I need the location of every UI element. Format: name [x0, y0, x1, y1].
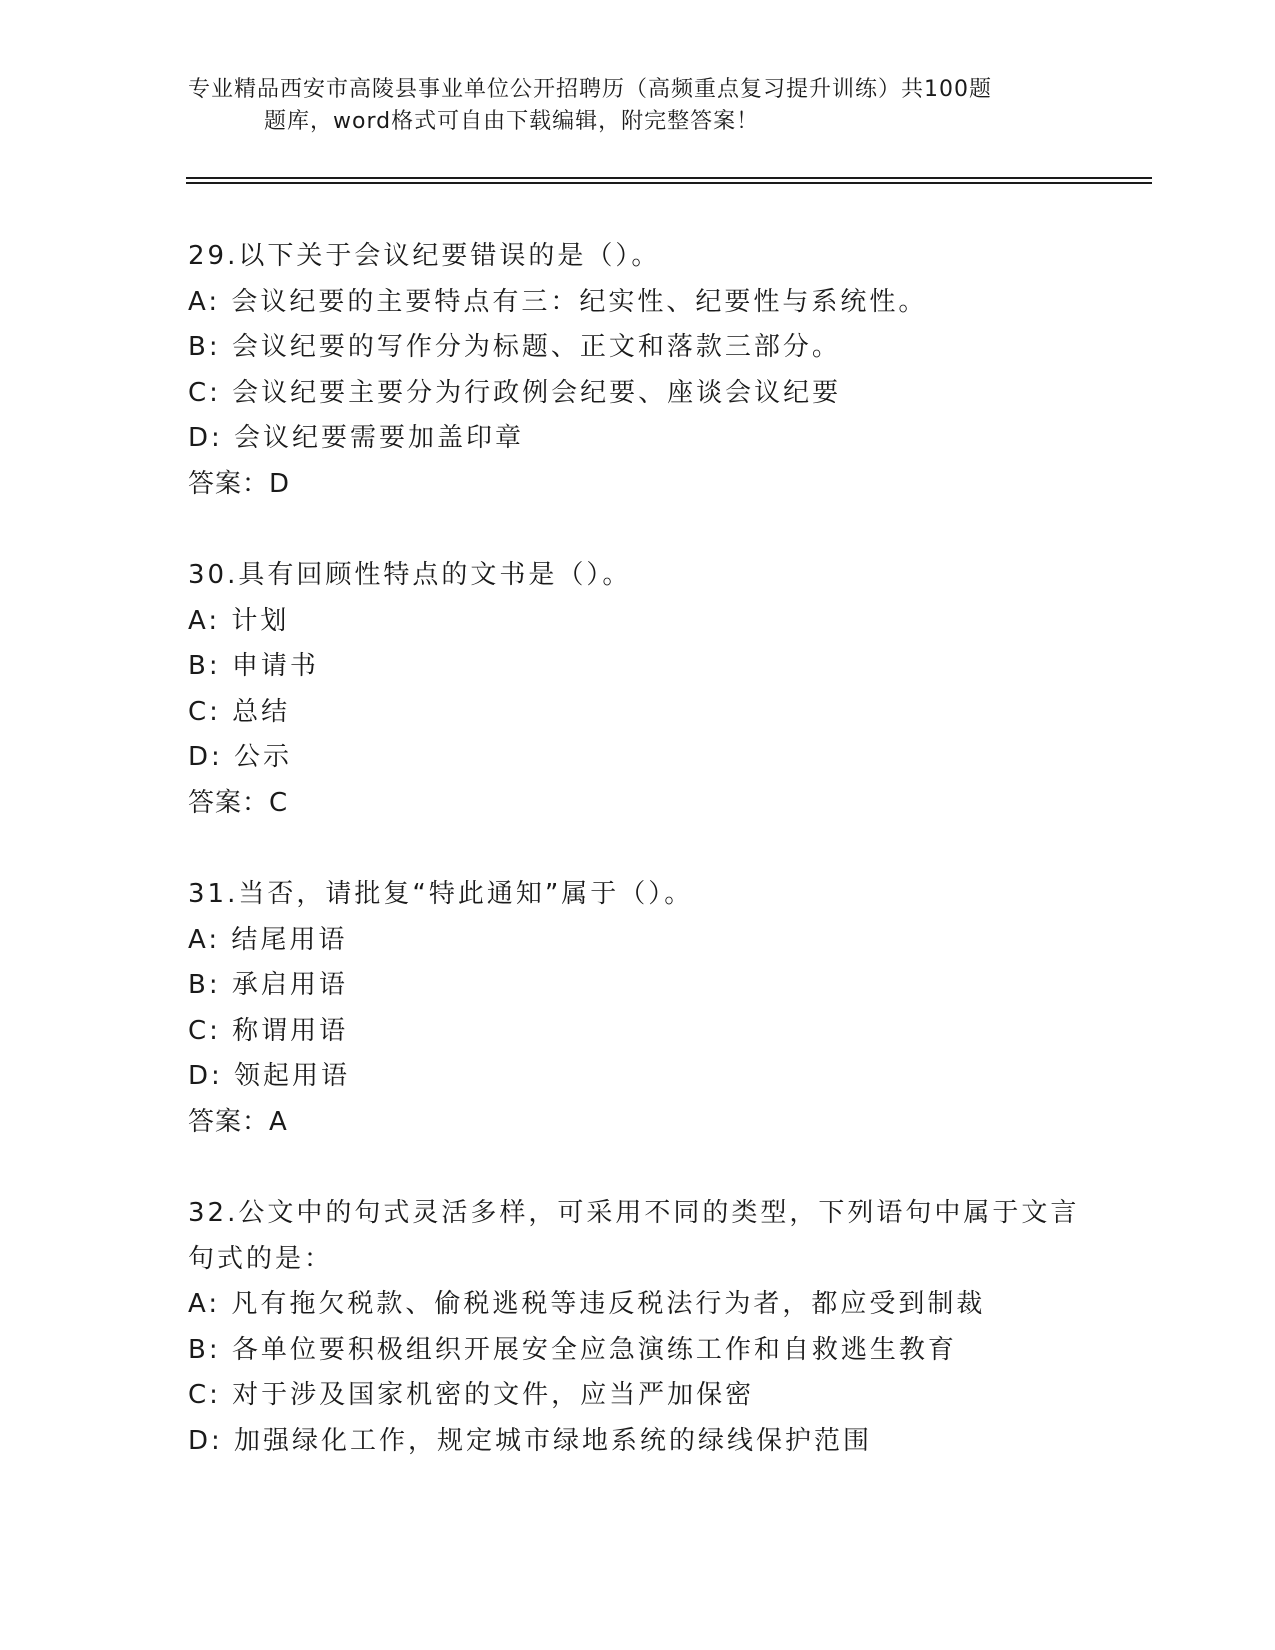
option-c: C: 会议纪要主要分为行政例会纪要、座谈会议纪要 — [188, 377, 842, 408]
question-stem: 32.公文中的句式灵活多样，可采用不同的类型，下列语句中属于文言句式的是： — [188, 1198, 1080, 1274]
option-a: A: 凡有拖欠税款、偷税逃税等违反税法行为者，都应受到制裁 — [188, 1289, 986, 1319]
option-d: D: 加强绿化工作，规定城市绿地系统的绿线保护范围 — [188, 1425, 873, 1456]
answer-line: 答案：A — [188, 1106, 288, 1137]
question-29 — [188, 234, 1088, 507]
option-c: C: 对于涉及国家机密的文件，应当严加保密 — [188, 1380, 755, 1410]
option-b: B: 会议纪要的写作分为标题、正文和落款三部分。 — [188, 332, 841, 362]
option-b: B: 承启用语 — [188, 970, 348, 1000]
option-a: A: 结尾用语 — [188, 924, 348, 955]
answer-line: 答案：C — [188, 787, 289, 818]
header-title-line-1: 专业精品西安市高陵县事业单位公开招聘历（高频重点复习提升训练）共100题 — [188, 77, 992, 102]
option-a: A: 计划 — [188, 605, 290, 636]
question-30 — [188, 553, 1088, 826]
header-title-line-2: 题库，word格式可自由下载编辑，附完整答案！ — [264, 109, 760, 134]
option-b: B: 各单位要积极组织开展安全应急演练工作和自救逃生教育 — [188, 1334, 957, 1365]
option-c: C: 总结 — [188, 696, 291, 727]
question-stem: 30.具有回顾性特点的文书是（）。 — [188, 560, 632, 590]
option-d: D: 领起用语 — [188, 1061, 351, 1091]
question-stem: 29.以下关于会议纪要错误的是（）。 — [188, 241, 661, 271]
option-c: C: 称谓用语 — [188, 1015, 349, 1046]
option-a: A: 会议纪要的主要特点有三：纪实性、纪要性与系统性。 — [188, 286, 928, 317]
question-list — [188, 234, 1088, 1510]
header-divider-bottom — [186, 182, 1152, 184]
option-d: D: 会议纪要需要加盖印章 — [188, 423, 525, 453]
option-b: B: 申请书 — [188, 651, 319, 681]
question-stem: 31.当否，请批复“特此通知”属于（）。 — [188, 879, 694, 909]
question-32 — [188, 1191, 1088, 1464]
document-header — [188, 74, 1088, 138]
header-divider-top — [186, 177, 1152, 179]
question-31 — [188, 872, 1088, 1145]
option-d: D: 公示 — [188, 742, 293, 772]
answer-line: 答案：D — [188, 468, 291, 499]
